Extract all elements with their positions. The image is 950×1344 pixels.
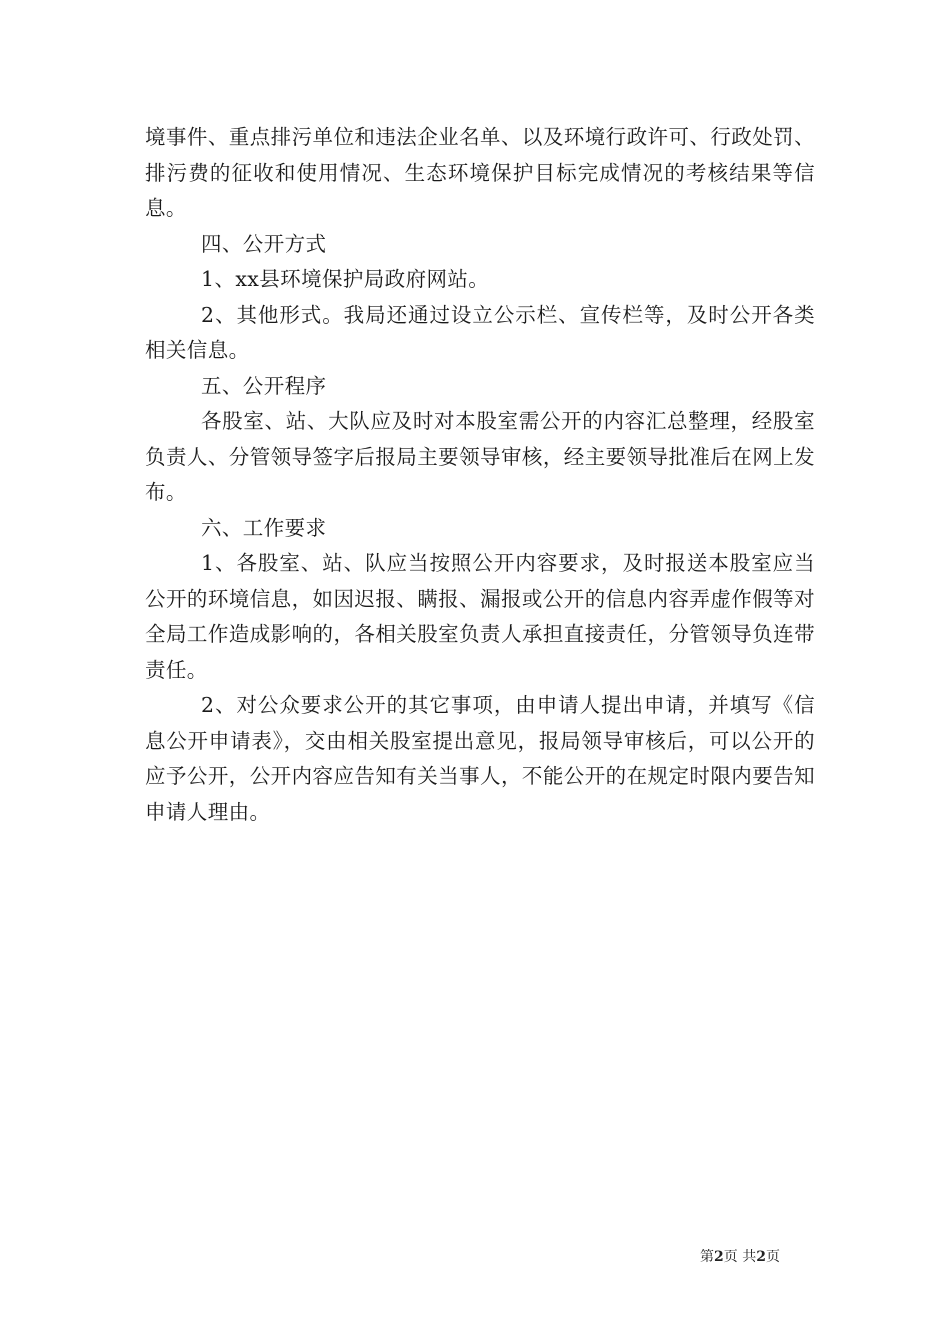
paragraph-continuation: 境事件、重点排污单位和违法企业名单、以及环境行政许可、行政处罚、排污费的征收和使用情况、生态环境保护目标完成情况的考核结果等信息。 [145, 125, 815, 220]
document-body [145, 120, 815, 830]
footer-suffix: 页 [765, 1249, 780, 1265]
section-heading-disclosure-procedure: 五、公开程序 [201, 373, 327, 398]
paragraph-procedure: 各股室、站、大队应及时对本股室需公开的内容汇总整理，经股室负责人、分管领导签字后报局主要领导审核，经主要领导批准后在网上发布。 [145, 409, 815, 504]
section-heading-work-requirements: 六、工作要求 [201, 515, 327, 540]
page-number-footer [700, 1247, 840, 1267]
total-page-count: 2 [756, 1249, 766, 1265]
list-item-requirement-2: 2、对公众要求公开的其它事项，由申请人提出申请，并填写《信息公开申请表》，交由相关股室提出意见，报局领导审核后，可以公开的应予公开，公开内容应告知有关当事人，不能公开的在规定时限内要告知申请人理由。 [145, 693, 815, 824]
footer-middle: 页 共 [723, 1249, 757, 1265]
list-item-government-website: 1、xx县环境保护局政府网站。 [201, 267, 490, 291]
section-heading-disclosure-methods: 四、公开方式 [201, 231, 327, 256]
footer-prefix: 第 [700, 1249, 714, 1265]
current-page-number: 2 [714, 1249, 724, 1265]
list-item-requirement-1: 1、各股室、站、队应当按照公开内容要求，及时报送本股室应当公开的环境信息，如因迟报、瞒报、漏报或公开的信息内容弄虚作假等对全局工作造成影响的，各相关股室负责人承担直接责任，分管领导负连带责任。 [145, 551, 815, 682]
list-item-other-forms: 2、其他形式。我局还通过设立公示栏、宣传栏等，及时公开各类相关信息。 [145, 302, 815, 362]
